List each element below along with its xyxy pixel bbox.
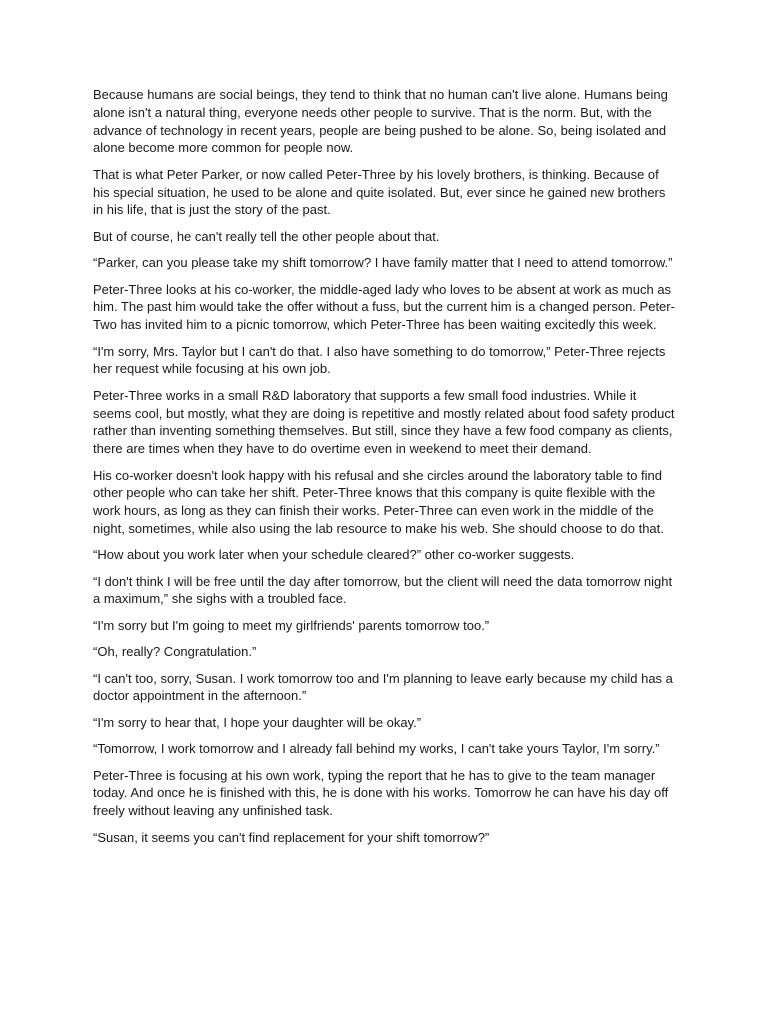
paragraph-4: “Parker, can you please take my shift tomorrow? I have family matter that I need to attend tomorrow.” <box>93 255 673 271</box>
paragraph-9: “How about you work later when your schedule cleared?” other co-worker suggests. <box>93 547 575 563</box>
paragraph-10: “I don't think I will be free until the day after tomorrow, but the client will need the data tomorrow night a maximum,” she sighs with a troubled face. <box>93 573 673 607</box>
paragraph-16: Peter-Three is focusing at his own work, typing the report that he has to give to the team manager today. And once he is finished with this, he is done with his works. Tomorrow he can have his day off freely without leaving any unfinished task. <box>93 767 669 819</box>
document-page <box>93 86 676 855</box>
paragraph-6: “I'm sorry, Mrs. Taylor but I can't do that. I also have something to do tomorrow,” Peter-Three rejects her request while focusing at his own job. <box>93 343 666 377</box>
paragraph-5: Peter-Three looks at his co-worker, the middle-aged lady who loves to be absent at work as much as him. The past him would take the offer without a fuss, but the current him is a changed person. Peter-Two has invited him to a picnic tomorrow, which Peter-Three has been waiting excitedly this week. <box>93 281 675 333</box>
paragraph-3: But of course, he can't really tell the other people about that. <box>93 228 440 244</box>
paragraph-17: “Susan, it seems you can't find replacement for your shift tomorrow?” <box>93 829 490 845</box>
paragraph-11: “I'm sorry but I'm going to meet my girlfriends' parents tomorrow too.” <box>93 617 490 633</box>
paragraph-15: “Tomorrow, I work tomorrow and I already fall behind my works, I can't take yours Taylor, I'm sorry.” <box>93 741 660 757</box>
paragraph-2: That is what Peter Parker, or now called Peter-Three by his lovely brothers, is thinking. Because of his special situation, he used to be alone and quite isolated. But, ever since he gained new brothers in his life, that is just the story of the past. <box>93 166 666 218</box>
paragraph-1: Because humans are social beings, they tend to think that no human can't live alone. Humans being alone isn't a natural thing, everyone needs other people to survive. That is the norm. But, with the advance of technology in recent years, people are being pushed to be alone. So, being isolated and alone become more common for people now. <box>93 87 668 156</box>
paragraph-12: “Oh, really? Congratulation.” <box>93 644 257 660</box>
paragraph-14: “I'm sorry to hear that, I hope your daughter will be okay.” <box>93 714 422 730</box>
paragraph-8: His co-worker doesn't look happy with his refusal and she circles around the laboratory table to find other people who can take her shift. Peter-Three knows that this company is quite flexible with the work hours, as long as they can finish their works. Peter-Three can even work in the middle of the night, sometimes, while also using the lab resource to make his web. She should choose to do that. <box>93 467 664 536</box>
paragraph-13: “I can't too, sorry, Susan. I work tomorrow too and I'm planning to leave early because my child has a doctor appointment in the afternoon.” <box>93 670 673 704</box>
paragraph-7: Peter-Three works in a small R&D laboratory that supports a few small food industries. While it seems cool, but mostly, what they are doing is repetitive and mostly related about food safety product rather than inventing something themselves. But still, since they have a few food company as clients, there are times when they have to do overtime even in weekend to meet their demand. <box>93 387 675 457</box>
